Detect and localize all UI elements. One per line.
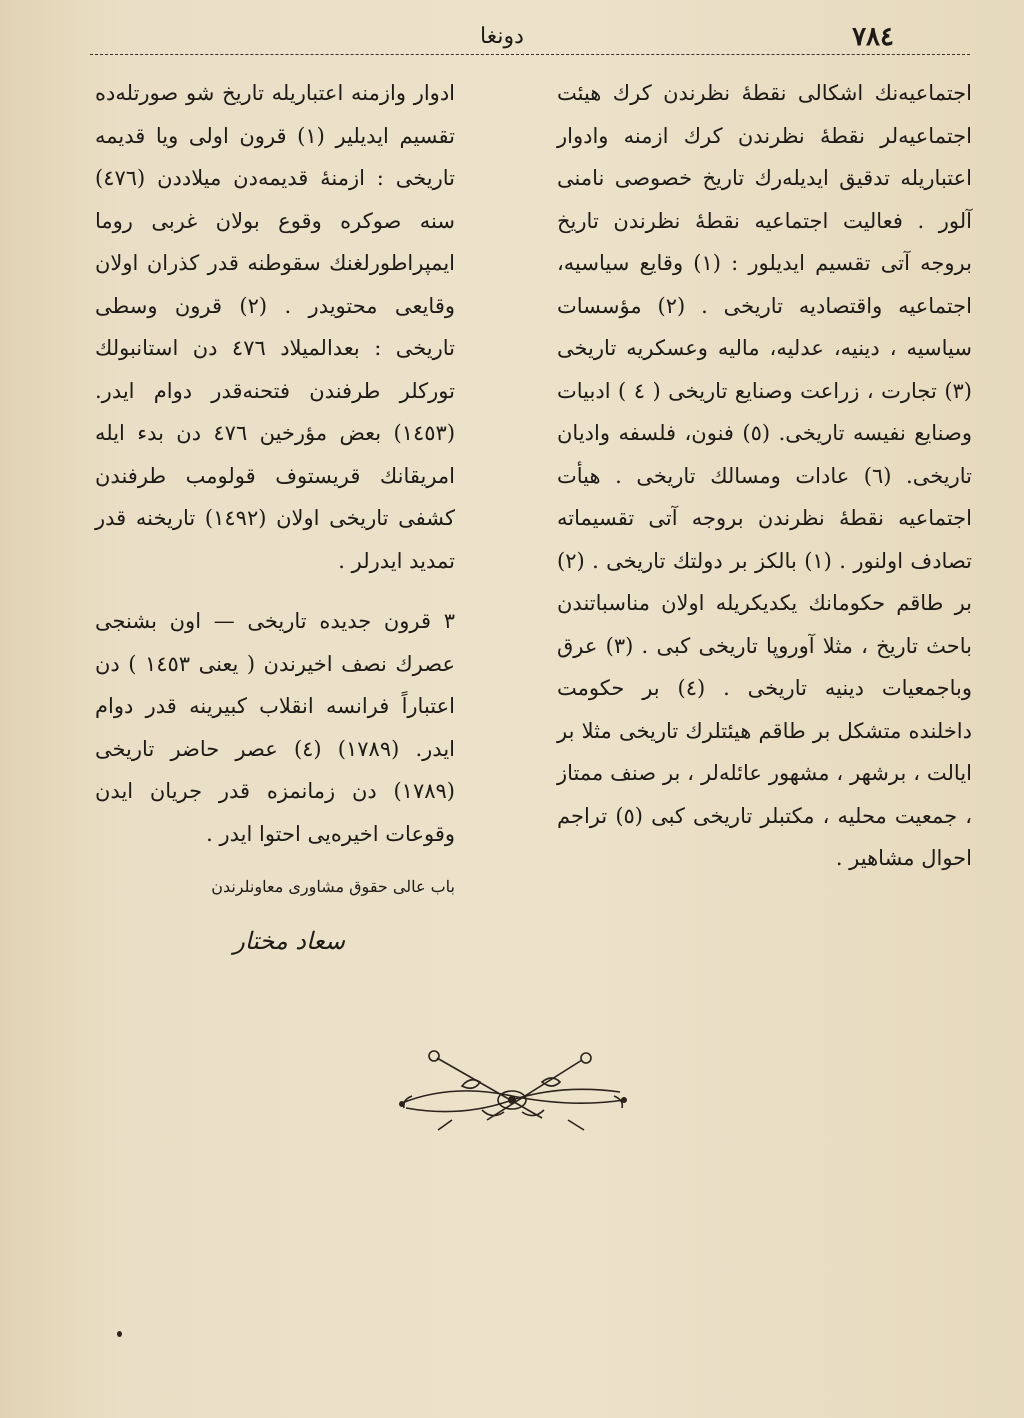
page-number: ٧٨٤ bbox=[852, 22, 894, 52]
running-title: دونغا bbox=[480, 24, 524, 49]
author-signature: سعاد مختار bbox=[233, 927, 345, 955]
left-column-paragraph-1: ادوار وازمنه اعتباریله تاریخ شو صورتله‌ده تقسیم ایدیلیر (١) قرون اولی ویا قدیمه تاریخی : ازمنهٔ قدیمه‌دن میلاددن (٤٧٦) سنه صوكره وقوع بولان غربی روما ایمپراطورلغنك سقوطنه قدر كذران اولان وقایعی محتویدر . (٢) قرون وسطی تاریخی : بعدالمیلاد ٤٧٦ دن استانبولك توركلر طرفندن فتحنه‌قدر دوام ایدر. (١٤٥٣) بعض مؤرخین ٤٧٦ دن بدء ایله امریقانك قریستوف قولومب طرفندن كشفی تاریخی اولان (١٤٩٢) تاریخنه قدر تمدید ایدرلر . bbox=[95, 81, 456, 573]
floral-ornament-icon bbox=[392, 1048, 632, 1138]
ink-dot bbox=[117, 1331, 122, 1337]
right-column-body: اجتماعیه‌نك اشكالی نقطهٔ نظرندن كرك هیئت اجتماعیه‌لر نقطهٔ نظرندن كرك ازمنه وادوار اعتباریله تدقیق ایدیله‌رك تاریخ خصوصی نامنی آلور . فعالیت اجتماعیه نقطهٔ نظرندن تاریخ بروجه آتی تقسیم ایدیلور : (١) وقایع سیاسیه، اجتماعیه واقتصادیه تاریخی . (٢) مؤسسات سیاسیه ، دینیه، عدلیه، مالیه وعسكریه تاریخی (٣) تجارت ، زراعت وصنایع تاریخی ( ٤ ) ادبیات وصنایع نفیسه تاریخی. (٥) فنون، فلسفه وادیان تاریخی. (٦) عادات ومسالك تاریخی . هیأت اجتماعیه نقطهٔ نظرندن بروجه آتی تقسیماته تصادف اولنور . (١) بالكز بر دولتك تاریخی . (٢) بر طاقم حكومانك یكدیكریله اولان مناسباتندن باحث تاریخ ، مثلا آوروپا تاریخی كبی . (٣) عرق وباجمعیات دینیه تاریخی . (٤) بر حكومت داخلنده متشكل بر طاقم هیئتلرك تاریخی مثلا بر ایالت ، برشهر ، مشهور عائله‌لر ، بر صنف ممتاز ، جمعیت محلیه ، مكتبلر تاریخی كبی (٥) تراجم احوال مشاهیر . bbox=[557, 81, 973, 870]
left-text-column bbox=[95, 72, 455, 963]
left-column-paragraph-2: ٣ قرون جدیده تاریخی — اون بشنجی عصرك نصف اخیرندن ( یعنی ١٤٥٣ ) دن اعتباراً فرانسه انقلاب كبیرینه قدر دوام ایدر. (١٧٨٩) (٤) عصر حاضر تاریخی (١٧٨٩) دن زمانمزه قدر جریان ایدن وقوعات اخیره‌یی احتوا ایدر . bbox=[95, 609, 455, 846]
header-divider bbox=[90, 54, 970, 55]
right-text-column bbox=[557, 72, 972, 880]
author-affiliation: باب عالی حقوق مشاوری معاونلرندن bbox=[211, 877, 455, 896]
